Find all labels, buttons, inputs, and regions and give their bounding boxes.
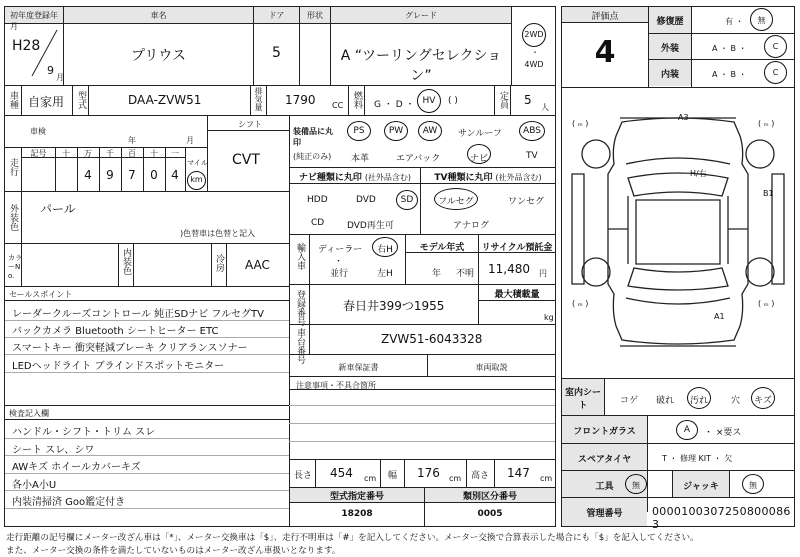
mileage-unit-mile: マイル — [187, 159, 208, 167]
mark-a3: A3 — [678, 113, 689, 122]
equip-leather: 本革 — [351, 154, 370, 164]
equip-sunroof: サンルーフ — [458, 129, 502, 139]
mileage-digit-4: 4 — [171, 168, 179, 182]
mileage-unit-km: km — [190, 175, 203, 184]
spare-label: スペアタイヤ — [562, 444, 647, 470]
fuel-paren: ( ) — [448, 96, 458, 106]
grade-label: グレード — [331, 7, 511, 23]
drive-4wd: 4WD — [524, 60, 544, 69]
recycle-label: リサイクル預託金 — [481, 243, 553, 253]
registration-label: 登録番号 — [295, 290, 305, 326]
car-name: プリウス — [130, 48, 187, 64]
registration: 春日井399つ1955 — [343, 299, 445, 313]
exterior-selected: C — [772, 42, 779, 51]
footer-note-2: また、メーター交換の条件を満たしていないものはメーター改ざん車扱いとなります。 — [6, 546, 341, 556]
fuel-selected: HV — [422, 96, 436, 106]
footer-note-1: 走行距離の記号欄にメーター改ざん車は「*」、メーター交換車は「$」、走行不明車は「#」を記入してください。メーター交換で合算表示した場合にも「$」を記入してください。 — [6, 533, 699, 543]
jack-label: ジャッキ — [673, 471, 729, 497]
width-label: 幅 — [388, 471, 398, 481]
bracket-br: ( ₘ ) — [758, 299, 775, 308]
first-reg-era: H28 — [12, 38, 41, 54]
car-name-label: 車名 — [64, 7, 253, 23]
model-year-value: 不明 — [456, 269, 475, 279]
mileage-col-0: 記号 — [30, 149, 47, 158]
equip-tv: TV — [526, 151, 538, 161]
height-label: 高さ — [471, 471, 490, 481]
dealer-label: ディーラー — [318, 245, 363, 255]
navi-dvd-play: DVD再生可 — [347, 221, 394, 231]
spare-options: T ・ 修理 KIT ・ 欠 — [662, 454, 733, 463]
height: 147 — [507, 466, 530, 480]
car-damage-diagram — [562, 88, 795, 378]
mileage-digit-1: 9 — [106, 168, 114, 182]
equipment-label: 装備品に丸印 — [293, 127, 333, 147]
inspection-note-4: 内装清掃済 Goo鑑定付き — [12, 497, 126, 508]
inspection-label: 車検 — [30, 127, 46, 136]
vehicle-type: 自家用 — [28, 95, 65, 109]
seat-dirt: 汚れ — [689, 396, 708, 406]
import-label: 輸入車 — [295, 243, 305, 270]
repair-label: 修復歴 — [649, 7, 691, 33]
color-no-label: カラーNo. — [8, 254, 22, 280]
chassis-label: 車台番号 — [295, 328, 305, 364]
recycle-unit: 円 — [539, 269, 547, 278]
drive-dot: ・ — [531, 48, 539, 57]
mark-a1: A1 — [714, 312, 725, 321]
mark-h-right: H/右 — [690, 169, 707, 178]
height-unit: cm — [540, 474, 553, 483]
max-load-unit: kg — [544, 313, 554, 322]
seat-koge: コゲ — [620, 396, 639, 406]
inspection-note-2: AWキズ ホイールカバーキズ — [12, 462, 141, 473]
first-reg-month: 9 — [47, 64, 54, 77]
exterior-options: A ・ B ・ — [712, 44, 747, 53]
score: 4 — [594, 35, 616, 70]
mileage-digit-2: 7 — [128, 168, 136, 182]
warranty-book: 新車保証書 — [338, 363, 379, 372]
shape-label: 形状 — [300, 7, 330, 23]
mark-b1: B1 — [763, 189, 774, 198]
tools-value: 無 — [632, 481, 640, 490]
type-designation: 18208 — [341, 509, 373, 519]
sales-point-3: LEDヘッドライト ブラインドスポットモニター — [12, 361, 225, 372]
inspection-note-0: ハンドル・シフト・トリム スレ — [12, 427, 156, 438]
interior-label: 内装 — [649, 60, 691, 86]
class-number: 0005 — [477, 509, 503, 519]
shift: CVT — [232, 152, 260, 168]
navi-sd: SD — [400, 195, 414, 205]
doors: 5 — [272, 45, 281, 61]
interior-selected: C — [772, 68, 779, 77]
length-label: 長さ — [294, 471, 313, 481]
tv-analog: アナログ — [453, 221, 490, 231]
mileage-col-1: 十 — [62, 149, 70, 158]
drive-2wd: 2WD — [524, 30, 544, 39]
bracket-tl: ( ₘ ) — [572, 119, 589, 128]
tv-label: TV種類に丸印 (社外品含む) — [434, 173, 542, 183]
type-designation-label: 型式指定番号 — [290, 488, 424, 502]
class-label: 類別区分番号 — [425, 488, 555, 502]
equip-ps: PS — [353, 126, 365, 136]
ac: AAC — [245, 258, 270, 272]
capacity-unit: 人 — [541, 103, 549, 112]
inspection-year-unit: 年 — [128, 136, 136, 145]
dealer-dot: ・ — [334, 257, 344, 267]
navi-dvd: DVD — [356, 195, 376, 205]
parallel-label: 並行 — [330, 269, 349, 279]
interior-color-label: 内装色 — [121, 248, 131, 275]
equip-aw: AW — [422, 126, 438, 136]
sales-point-0: レーダークルーズコントロール 純正SDナビ フルセグTV — [12, 309, 264, 320]
shift-label: シフト — [238, 120, 262, 129]
left-handle: 左H — [377, 269, 393, 279]
doors-label: ドア — [254, 7, 299, 23]
mgmt-number: 0000100307250800086 3 — [652, 505, 791, 531]
capacity: 5 — [524, 93, 532, 107]
sales-point-2: スマートキー 衝突軽減ブレーキ クリアランスソナー — [12, 343, 248, 354]
mileage-col-6: 一 — [171, 149, 179, 158]
first-reg-label: 初年度登録年月 — [5, 7, 63, 23]
width: 176 — [417, 466, 440, 480]
bracket-bl: ( ₘ ) — [572, 299, 589, 308]
exterior-label: 外装 — [649, 34, 691, 59]
seat-yabure: 破れ — [656, 396, 675, 406]
bracket-tr: ( ₘ ) — [758, 119, 775, 128]
length: 454 — [330, 466, 353, 480]
windshield-label: フロントガラス — [562, 416, 647, 443]
model-label: 型式 — [76, 91, 86, 109]
tools-label: 工具 — [562, 471, 647, 497]
displacement-label: 排気量 — [254, 87, 263, 111]
mileage-digit-0: 4 — [84, 168, 92, 182]
chassis: ZVW51-6043328 — [381, 332, 483, 346]
jack-value: 無 — [749, 481, 757, 490]
navi-cd: CD — [311, 218, 325, 228]
max-load-label: 最大積載量 — [494, 290, 540, 300]
score-label: 評価点 — [562, 7, 648, 22]
interior-options: A ・ B ・ — [712, 70, 747, 79]
first-reg-month-unit: 月 — [56, 73, 64, 82]
tv-fullseg: フルセグ — [438, 197, 474, 207]
inspection-note-3: 各小A小U — [12, 480, 57, 491]
windshield-rest: ・ ×要ス — [704, 428, 742, 438]
width-unit: cm — [449, 474, 462, 483]
sales-point-1: バックカメラ Bluetooth シートヒーター ETC — [12, 326, 219, 337]
ac-label: 冷房 — [214, 254, 224, 272]
displacement-unit: CC — [332, 101, 344, 110]
vehicle-type-label: 車種 — [8, 91, 18, 109]
seat-label: 室内シート — [562, 379, 604, 415]
inspection-notes-label: 検査記入欄 — [9, 409, 49, 418]
tv-oneseg: ワンセグ — [508, 197, 545, 207]
equipment-sub: (純正のみ) — [293, 152, 332, 161]
equip-airbag: エアバック — [396, 154, 441, 164]
right-handle: 右H — [377, 245, 393, 255]
repair-selected: 無 — [757, 16, 766, 25]
grade: A “ツーリングセレクション” — [340, 48, 502, 84]
navi-hdd: HDD — [307, 195, 328, 205]
navi-label: ナビ種類に丸印 (社外品含む) — [298, 173, 412, 183]
fuel-options: G ・ D ・ — [374, 100, 415, 110]
mileage-col-4: 百 — [128, 149, 136, 158]
caution-label: 注意事項・不具合箇所 — [296, 381, 376, 390]
sales-points-label: セールスポイント — [9, 290, 73, 299]
mileage-digit-3: 0 — [150, 168, 158, 182]
exterior-color: パール — [40, 202, 76, 216]
windshield-selected: A — [683, 425, 691, 435]
inspection-note-1: シート スレ、シワ — [12, 445, 95, 456]
seat-hole: 穴 — [731, 396, 741, 406]
length-unit: cm — [364, 474, 377, 483]
fuel-label: 燃料 — [352, 91, 362, 109]
recycle-value: 11,480 — [488, 262, 530, 276]
mgmt-label: 管理番号 — [562, 498, 647, 526]
model-year-label: モデル年式 — [419, 243, 465, 253]
capacity-label: 定員 — [498, 91, 508, 109]
equip-navi: ナビ — [469, 154, 488, 164]
mileage-col-3: 千 — [106, 149, 114, 158]
repair-options: 有 ・ — [725, 17, 744, 26]
mileage-col-5: 十 — [150, 149, 158, 158]
inspection-month-unit: 月 — [186, 136, 194, 145]
color-note: )色替車は色替と記入 — [180, 229, 256, 238]
mileage-label: 走行 — [8, 158, 18, 176]
mileage-col-2: 万 — [84, 149, 92, 158]
equip-pw: PW — [388, 126, 404, 136]
model-year-year: 年 — [432, 269, 442, 279]
equip-abs: ABS — [523, 126, 541, 136]
manual: 車両取説 — [475, 363, 508, 372]
exterior-color-label: 外装色 — [8, 204, 18, 231]
model-code: DAA-ZVW51 — [128, 93, 202, 107]
seat-scratch: キズ — [754, 396, 772, 406]
displacement: 1790 — [285, 93, 316, 107]
